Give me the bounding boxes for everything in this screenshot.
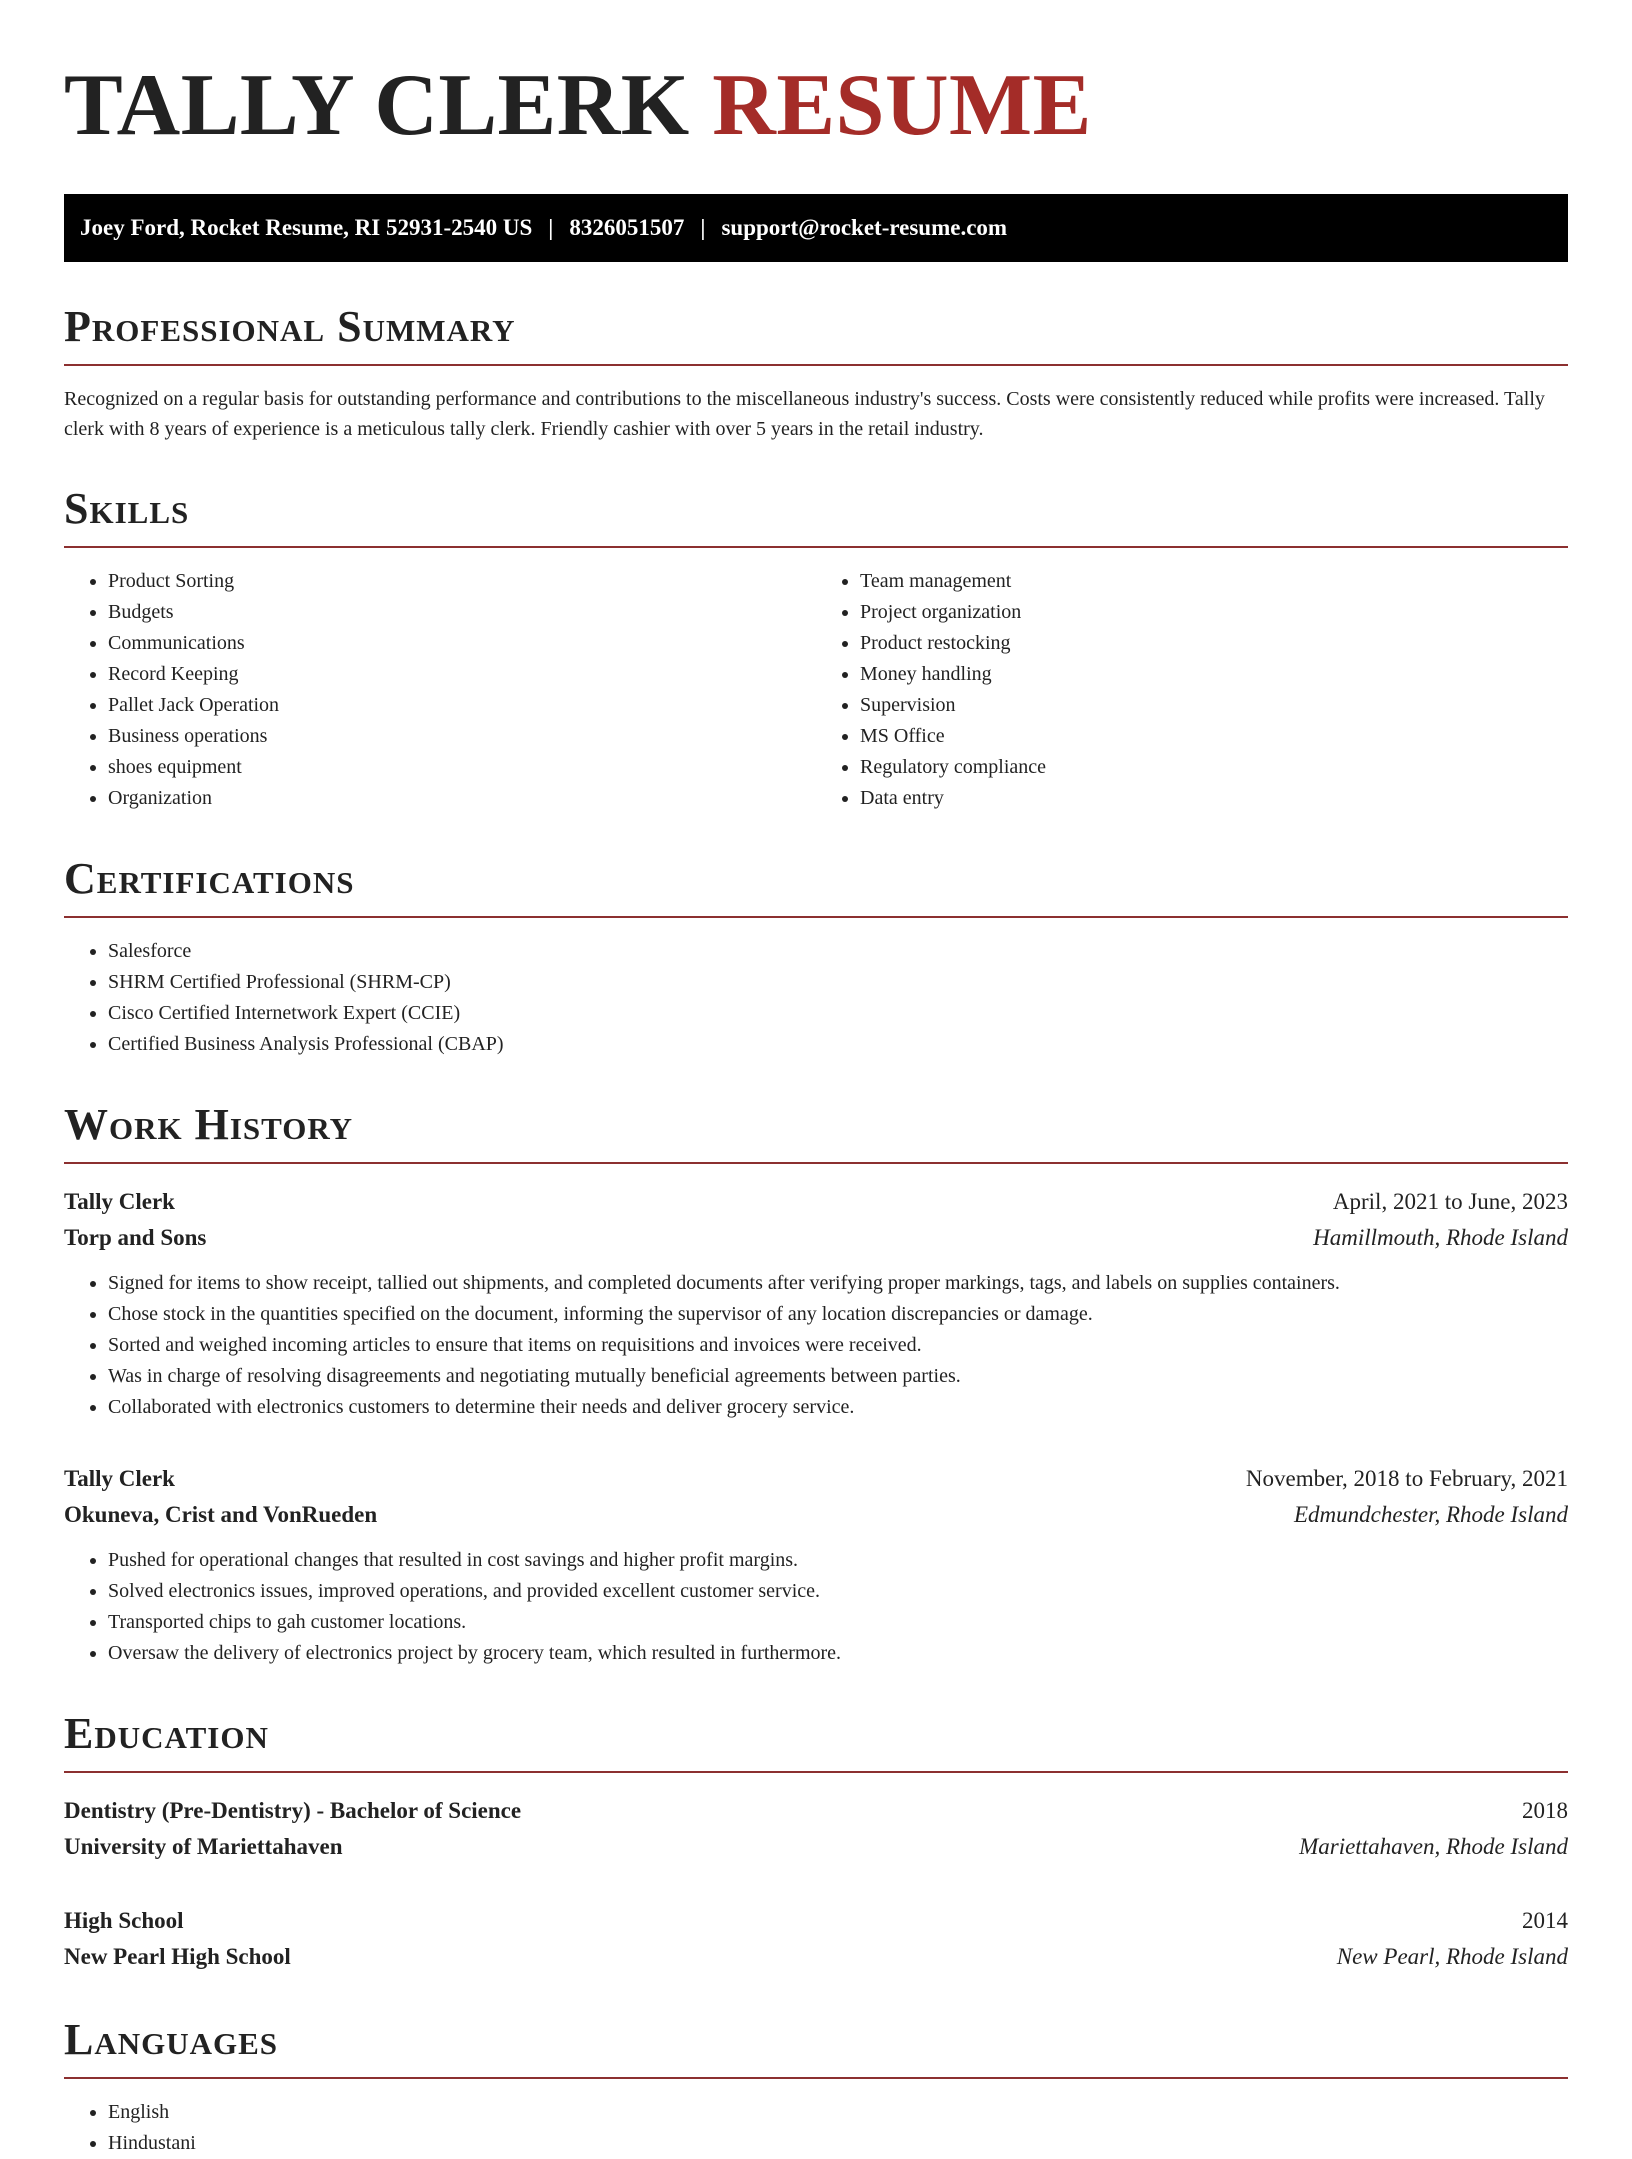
skill-item: • MS Office xyxy=(860,721,1568,752)
job-dates: April, 2021 to June, 2023 xyxy=(1332,1189,1568,1214)
job-title: Tally Clerk xyxy=(64,1466,175,1491)
education-school-row xyxy=(64,1939,1568,1975)
job-bullets xyxy=(64,1268,1568,1423)
job-title-row xyxy=(64,1184,1568,1220)
title-accent: RESUME xyxy=(712,57,1092,154)
education-degree-row xyxy=(64,1793,1568,1829)
education-degree: High School xyxy=(64,1908,184,1933)
languages-heading: Languages xyxy=(64,2015,1568,2079)
certification-item: • Cisco Certified Internetwork Expert (CCIE) xyxy=(108,998,1568,1029)
skills-list-right xyxy=(816,566,1568,814)
skill-item: • Team management xyxy=(860,566,1568,597)
contact-phone: 8326051507 xyxy=(569,215,685,240)
job-company: Okuneva, Crist and VonRueden xyxy=(64,1502,378,1527)
job-location: Edmundchester, Rhode Island xyxy=(1293,1502,1568,1527)
skills-list-left xyxy=(64,566,816,814)
job-dates: November, 2018 to February, 2021 xyxy=(1245,1466,1568,1491)
education-school: New Pearl High School xyxy=(64,1944,291,1969)
skill-item: • Regulatory compliance xyxy=(860,752,1568,783)
skills-grid xyxy=(64,566,1568,814)
job-company-row xyxy=(64,1497,1568,1533)
skill-item: • Product restocking xyxy=(860,628,1568,659)
skill-item: • Communications xyxy=(108,628,816,659)
certifications-list xyxy=(64,936,1568,1060)
job-company-row xyxy=(64,1220,1568,1256)
summary-text: Recognized on a regular basis for outstanding performance and contributions to the miscellaneous industry's success. Costs were consistently reduced while profits were increased. Tally clerk with 8 years of experience is a meticulous tally clerk. Friendly cashier with over 5 years in the retail industry. xyxy=(64,388,1545,440)
skills-heading: Skills xyxy=(64,484,1568,548)
title-main: TALLY CLERK xyxy=(64,57,690,154)
education-heading: Education xyxy=(64,1709,1568,1773)
education-school: University of Mariettahaven xyxy=(64,1834,343,1859)
work-history-section xyxy=(64,1100,1568,1669)
contact-address: Joey Ford, Rocket Resume, RI 52931-2540 US xyxy=(80,215,533,240)
job-bullet: • Signed for items to show receipt, tallied out shipments, and completed documents after verifying proper markings, tags, and labels on supplies containers. xyxy=(108,1268,1568,1299)
job-bullet: • Collaborated with electronics customers to determine their needs and deliver grocery service. xyxy=(108,1392,1568,1423)
skill-item: • Pallet Jack Operation xyxy=(108,690,816,721)
education-location: New Pearl, Rhode Island xyxy=(1336,1944,1568,1969)
skill-item: • Product Sorting xyxy=(108,566,816,597)
skill-item: • Supervision xyxy=(860,690,1568,721)
job-bullets xyxy=(64,1545,1568,1669)
job-bullet: • Chose stock in the quantities specified on the document, informing the supervisor of any location discrepancies or damage. xyxy=(108,1299,1568,1330)
job-entry xyxy=(64,1184,1568,1423)
certification-item: • SHRM Certified Professional (SHRM-CP) xyxy=(108,967,1568,998)
resume-title xyxy=(64,58,1568,154)
skill-item: • Money handling xyxy=(860,659,1568,690)
job-entry xyxy=(64,1461,1568,1669)
education-section xyxy=(64,1709,1568,1975)
education-year: 2018 xyxy=(1522,1798,1568,1823)
contact-separator: | xyxy=(548,215,554,240)
certification-item: • Salesforce xyxy=(108,936,1568,967)
job-bullet: • Pushed for operational changes that resulted in cost savings and higher profit margins. xyxy=(108,1545,1568,1576)
languages-list xyxy=(64,2097,1568,2159)
skill-item: • Project organization xyxy=(860,597,1568,628)
skill-item: • Business operations xyxy=(108,721,816,752)
job-bullet: • Solved electronics issues, improved operations, and provided excellent customer service. xyxy=(108,1576,1568,1607)
job-company: Torp and Sons xyxy=(64,1225,207,1250)
contact-bar xyxy=(64,194,1568,262)
skill-item: • Organization xyxy=(108,783,816,814)
job-bullet: • Oversaw the delivery of electronics project by grocery team, which resulted in furthermore. xyxy=(108,1638,1568,1669)
job-title: Tally Clerk xyxy=(64,1189,175,1214)
education-degree: Dentistry (Pre-Dentistry) - Bachelor of Science xyxy=(64,1798,522,1823)
certifications-heading: Certifications xyxy=(64,854,1568,918)
skill-item: • Record Keeping xyxy=(108,659,816,690)
skill-item: • Budgets xyxy=(108,597,816,628)
work-history-heading: Work History xyxy=(64,1100,1568,1164)
languages-section xyxy=(64,2015,1568,2159)
summary-heading: Professional Summary xyxy=(64,302,1568,366)
language-item: • Hindustani xyxy=(108,2128,1568,2159)
job-bullet: • Transported chips to gah customer locations. xyxy=(108,1607,1568,1638)
education-entry xyxy=(64,1903,1568,1975)
certification-item: • Certified Business Analysis Professional (CBAP) xyxy=(108,1029,1568,1060)
job-bullet: • Was in charge of resolving disagreements and negotiating mutually beneficial agreements between parties. xyxy=(108,1361,1568,1392)
contact-separator: | xyxy=(700,215,706,240)
summary-section xyxy=(64,302,1568,444)
skill-item: • shoes equipment xyxy=(108,752,816,783)
education-school-row xyxy=(64,1829,1568,1865)
education-degree-row xyxy=(64,1903,1568,1939)
education-location: Mariettahaven, Rhode Island xyxy=(1299,1834,1568,1859)
language-item: • English xyxy=(108,2097,1568,2128)
skill-item: • Data entry xyxy=(860,783,1568,814)
education-year: 2014 xyxy=(1522,1908,1568,1933)
job-location: Hamillmouth, Rhode Island xyxy=(1313,1225,1568,1250)
education-entry xyxy=(64,1793,1568,1865)
job-bullet: • Sorted and weighed incoming articles to ensure that items on requisitions and invoices were received. xyxy=(108,1330,1568,1361)
certifications-section xyxy=(64,854,1568,1060)
job-title-row xyxy=(64,1461,1568,1497)
skills-section xyxy=(64,484,1568,814)
contact-email: support@rocket-resume.com xyxy=(721,215,1008,240)
